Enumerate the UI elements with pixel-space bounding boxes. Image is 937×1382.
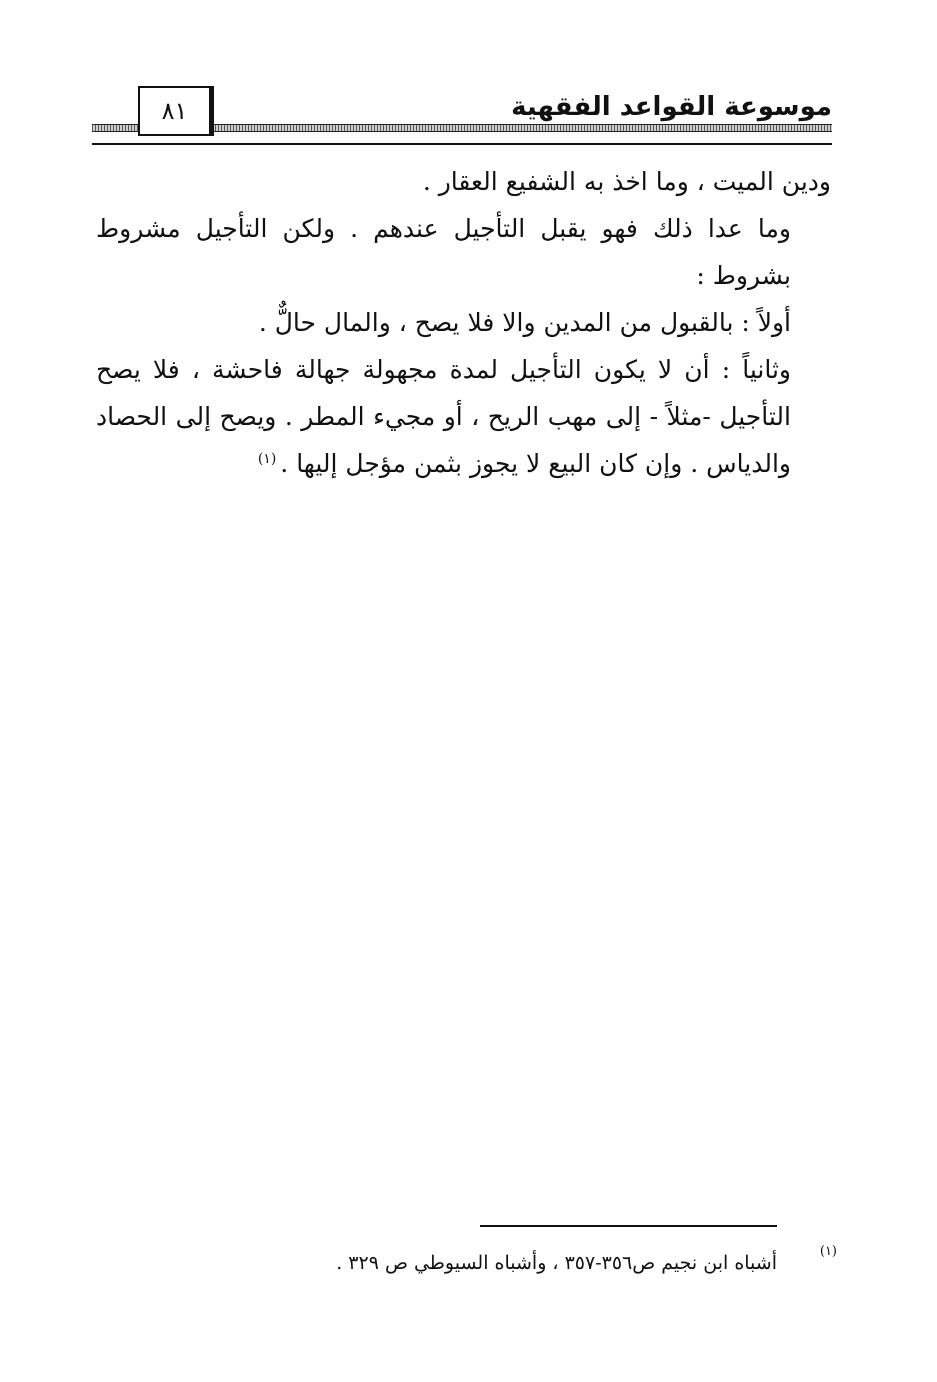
header-rule — [92, 143, 832, 145]
paragraph-2: وما عدا ذلك فهو يقبل التأجيل عندهم . ولكن التأجيل مشروط بشروط : — [96, 214, 791, 290]
page-header — [92, 86, 832, 146]
paragraph-3: أولاً : بالقبول من المدين والا فلا يصح ، والمال حالٌّ . — [258, 308, 791, 337]
running-title: موسوعة القواعد الفقهية — [511, 92, 832, 122]
page-number: ٨١ — [138, 86, 214, 136]
footnote-text: أشباه ابن نجيم ص٣٥٦-٣٥٧ ، وأشباه السيوطي ص ٣٢٩ . — [336, 1252, 777, 1274]
paragraph-4-text: وثانياً : أن لا يكون التأجيل لمدة مجهولة جهالة فاحشة ، فلا يصح التأجيل -مثلاً - إلى مهب الريح ، أو مجيء المطر . ويصح إلى الحصاد والدياس . وإن كان البيع لا يجوز بثمن مؤجل إليها . — [96, 355, 791, 478]
footnote-reference: (١) — [257, 450, 277, 467]
footnote-separator — [480, 1225, 777, 1227]
footnote-mark: (١) — [819, 1244, 837, 1259]
paragraph-4 — [96, 346, 831, 487]
main-text — [96, 158, 831, 487]
paragraph-1: ودين الميت ، وما اخذ به الشفيع العقار . — [422, 167, 831, 196]
